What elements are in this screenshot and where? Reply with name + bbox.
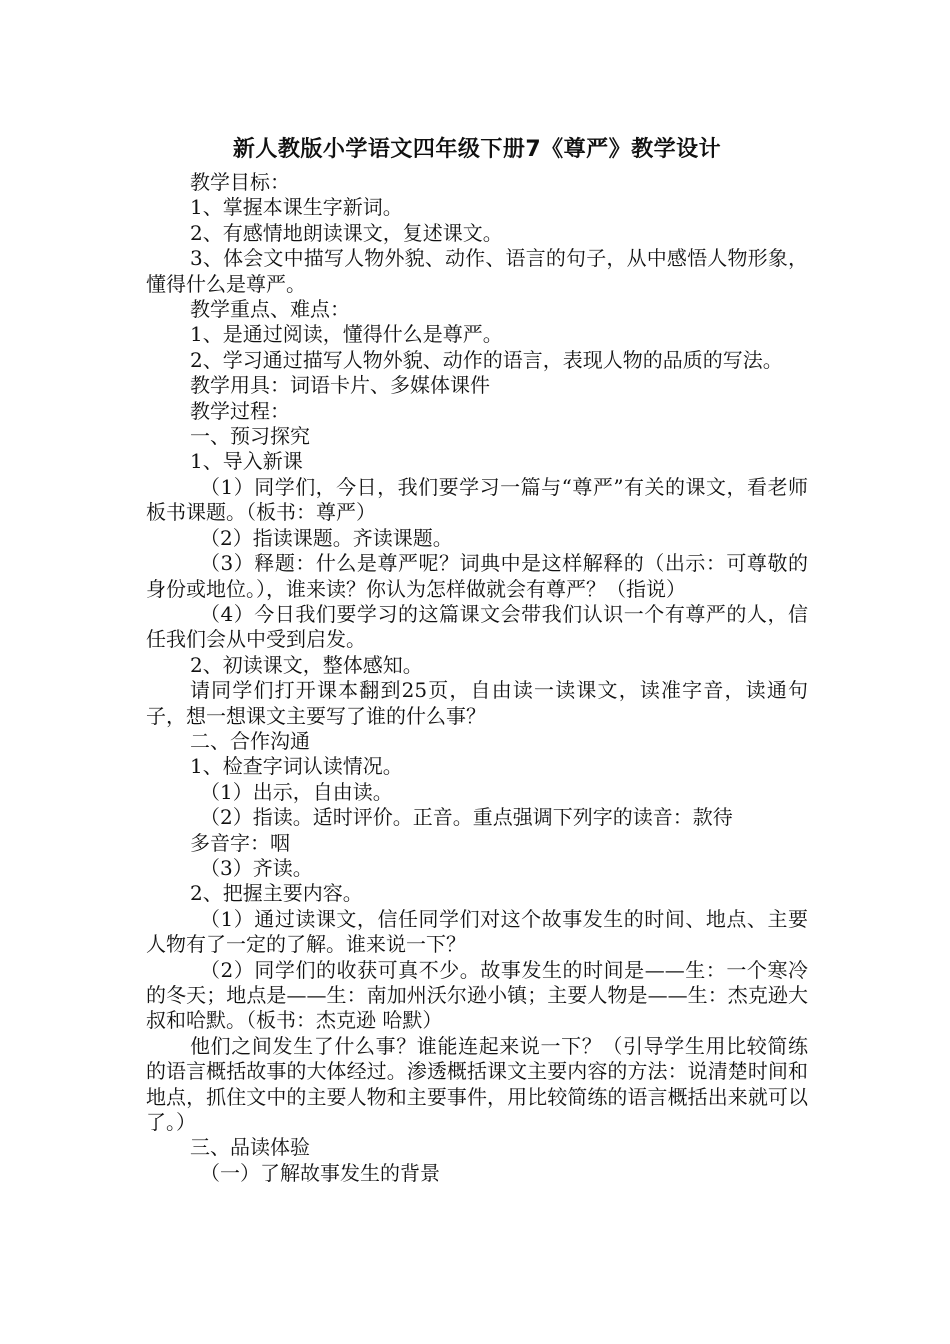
paragraph: （2）指读。适时评价。正音。重点强调下列字的读音：款待 xyxy=(200,805,733,830)
paragraph: 3、体会文中描写人物外貌、动作、语言的句子，从中感悟人物形象，懂得什么是尊严。 xyxy=(146,246,808,296)
paragraph: （1）出示，自由读。 xyxy=(200,779,393,804)
paragraph: 多音字：咽 xyxy=(190,830,290,855)
document-page xyxy=(146,132,808,1186)
paragraph: 1、导入新课 xyxy=(190,449,303,474)
document-title: 新人教版小学语文四年级下册7《尊严》教学设计 xyxy=(232,137,722,162)
paragraph: （2）指读课题。齐读课题。 xyxy=(200,525,453,550)
paragraph: （一）了解故事发生的背景 xyxy=(200,1160,440,1185)
paragraph: 1、是通过阅读，懂得什么是尊严。 xyxy=(190,322,503,347)
paragraph: （1）通过读课文，信任同学们对这个故事发生的时间、地点、主要人物有了一定的了解。谁来说一下？ xyxy=(146,906,808,957)
paragraph: 教学用具：词语卡片、多媒体课件 xyxy=(190,373,490,398)
document-body xyxy=(146,170,808,1186)
paragraph: 1、掌握本课生字新词。 xyxy=(190,195,403,220)
paragraph: 2、有感情地朗读课文，复述课文。 xyxy=(190,220,503,245)
paragraph: 教学过程： xyxy=(190,398,290,423)
paragraph: 教学目标： xyxy=(190,170,290,194)
paragraph: （3）释题：什么是尊严呢？词典中是这样解释的（出示：可尊敬的身份或地位。），谁来读？你认为怎样做就会有尊严？（指说） xyxy=(146,551,808,601)
paragraph: 2、学习通过描写人物外貌、动作的语言，表现人物的品质的写法。 xyxy=(190,347,783,372)
paragraph: （1）同学们，今日，我们要学习一篇与“尊严”有关的课文，看老师板书课题。（板书：尊严） xyxy=(146,474,808,525)
paragraph: 一、预习探究 xyxy=(190,424,310,449)
paragraph: 他们之间发生了什么事？谁能连起来说一下？（引导学生用比较简练的语言概括故事的大体经过。渗透概括课文主要内容的方法：说清楚时间和地点，抓住文中的主要人物和主要事件，用比较简练的语言概括出来就可以了。） xyxy=(146,1033,808,1135)
paragraph: 2、把握主要内容。 xyxy=(190,881,363,906)
paragraph: 1、检查字词认读情况。 xyxy=(190,754,403,779)
paragraph: 三、品读体验 xyxy=(190,1135,310,1160)
paragraph: （4）今日我们要学习的这篇课文会带我们认识一个有尊严的人，信任我们会从中受到启发。 xyxy=(146,601,808,652)
paragraph: 请同学们打开课本翻到25页，自由读一读课文，读准字音，读通句子，想一想课文主要写了谁的什么事？ xyxy=(146,678,808,728)
paragraph: （2）同学们的收获可真不少。故事发生的时间是——生：一个寒冷的冬天；地点是——生：南加州沃尔逊小镇；主要人物是——生：杰克逊大叔和哈默。（板书：杰克逊 哈默） xyxy=(146,957,808,1033)
paragraph: 教学重点、难点： xyxy=(190,297,350,322)
paragraph: 二、合作沟通 xyxy=(190,728,310,753)
paragraph: （3）齐读。 xyxy=(200,855,313,880)
paragraph: 2、初读课文，整体感知。 xyxy=(190,652,423,677)
